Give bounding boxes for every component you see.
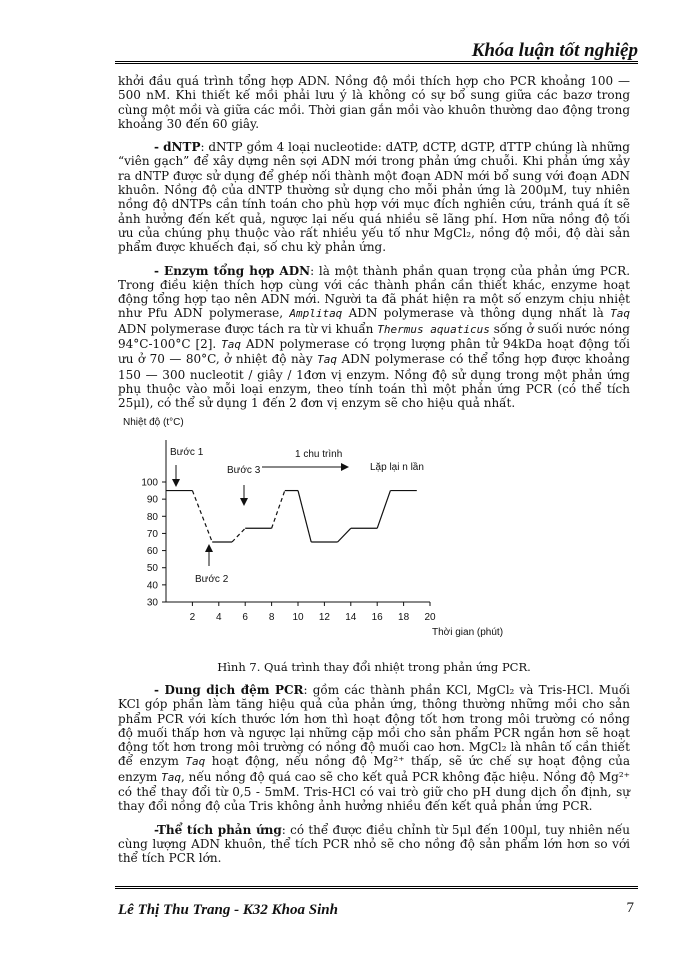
enzym-text-e: ADN polymerase có trọng lượng phân tử 94kDa hoạt động tối ưu ở 70 — 80°C, ở nhiệt độ này	[118, 337, 630, 367]
temperature-segment	[298, 491, 311, 542]
x-tick-label: 2	[189, 612, 196, 623]
amplitaq-term: Amplitaq	[289, 307, 343, 321]
footer-rule	[115, 886, 638, 889]
y-tick-label: 50	[146, 563, 158, 575]
footer-author: Lê Thị Thu Trang - K32 Khoa Sinh	[118, 902, 338, 918]
annotation-step1: Bước 1	[170, 447, 204, 458]
paragraph-volume	[118, 823, 630, 866]
paragraph-mồi: khởi đầu quá trình tổng hợp ADN. Nồng độ mồi thích hợp cho PCR khoảng 100 — 500 nM. Khi thiết kế mồi phải lưu ý là không có sự bổ sung giữa các bazơ trong cùng một mồi và giữa các mồi. Thời gian gắn mồi vào khuôn thường dao động trong khoảng 30 đến 60 giây.	[118, 74, 630, 131]
temperature-segment	[338, 528, 351, 542]
paragraph-dntp	[118, 140, 630, 254]
annotation-step3: Bước 3	[227, 465, 261, 476]
y-axis-label: Nhiệt độ (t°C)	[123, 417, 184, 428]
x-tick-label: 6	[242, 612, 248, 623]
x-tick-label: 8	[268, 612, 275, 623]
y-tick-label: 40	[146, 580, 158, 592]
enzym-text-a: : là một thành phần quan trọng của phản ứng PCR. Trong điều kiện thích hợp cùng với các thành phần cần thiết khác, enzyme hoạt động tổng hợp tạo nên ADN mới. Người ta đã phát hiện ra một số enzym chịu nhiệt như Pfu ADN polymerase,	[118, 263, 631, 321]
temperature-segment	[377, 491, 390, 529]
temperature-segment	[272, 491, 285, 529]
x-ticks	[190, 602, 436, 623]
annotation-cycle: 1 chu trình	[295, 449, 343, 460]
enzym-text-f: ADN polymerase có thể tổng hợp được khoảng 150 — 300 nucleotit / giây / 1đơn vị enzym. Nồng độ sử dụng trong một phản ứng phụ thuộc vào mỗi loại enzym, theo tính toán thì một phản ứng PCR (có thể tích 25μl), có thể sử dụng 1 đến 2 đơn vị enzym sẽ cho hiệu quả nhất.	[118, 352, 630, 411]
y-ticks	[141, 478, 166, 609]
temperature-line	[166, 491, 417, 542]
x-tick-label: 14	[345, 612, 357, 623]
buffer-heading: - Dung dịch đệm PCR	[154, 683, 304, 697]
dntp-text: : dNTP gồm 4 loại nucleotide: dATP, dCTP, dGTP, dTTP chúng là những “viên gạch” để xây dựng nên sợi ADN mới trong phản ứng chuỗi. Khi phản ứng xảy ra dNTP được sử dụng để ghép nối thành một đoạn ADN mới bổ sung với đoạn ADN khuôn. Nồng độ của dNTP thường sử dụng cho mỗi phản ứng là 200μM, tuy nhiên nồng độ dNTPs cần tính toán cho phù hợp với mục đích nghiên cứu, tránh quá ít sẽ ảnh hưởng đến kết quả, ngược lại nếu quá nhiều sẽ lãng phí. Hơn nữa nồng độ tối ưu của chúng phụ thuộc vào rất nhiều yếu tố như MgCl₂, nồng độ mồi, độ dài sản phẩm được khuếch đại, số chu kỳ phản ứng.	[118, 140, 630, 255]
y-tick-label: 100	[141, 477, 158, 489]
annotation-repeat: Lặp lại n lần	[370, 462, 424, 473]
temperature-segment	[232, 528, 245, 542]
volume-text: : có thể được điều chỉnh từ 5μl đến 100μl, tuy nhiên nếu cùng lượng ADN khuôn, thể tích PCR nhỏ sẽ cho nồng độ sản phẩm lớn hơn so với thể tích PCR lớn.	[118, 822, 631, 866]
temperature-segment	[192, 491, 212, 542]
y-tick-label: 30	[146, 597, 158, 609]
x-axis-label: Thời gian (phút)	[432, 627, 504, 638]
buffer-text-b: hoạt động, nếu nồng độ Mg²⁺ thấp, sẽ ức chế sự hoạt động của enzym	[118, 754, 630, 784]
thermus-term: Thermus aquaticus	[377, 322, 490, 336]
x-tick-label: 12	[318, 612, 330, 623]
x-tick-label: 18	[398, 612, 410, 623]
y-tick-label: 80	[146, 511, 158, 523]
enzym-heading: - Enzym tổng hợp ADN	[154, 263, 311, 278]
body-top	[118, 74, 630, 420]
taq-term: Taq	[161, 770, 182, 784]
y-tick-label: 70	[146, 528, 158, 540]
buffer-text-c: , nếu nồng độ quá cao sẽ cho kết quả PCR không đặc hiệu. Nồng độ Mg²⁺ có thể thay đổi từ 0,5 - 5mM. Tris-HCl có vai trò giữ cho pH dung dịch ổn định, sự thay đổi nồng độ của Tris không ảnh hưởng nhiều đến kết quả phản ứng PCR.	[118, 769, 630, 814]
enzym-text-b: ADN polymerase và thông dụng nhất là	[348, 306, 604, 321]
paragraph-enzym	[118, 264, 630, 411]
enzym-text-d: sống ở suối nước nóng 94°C-100°C [2].	[118, 321, 630, 352]
dntp-heading: - dNTP	[154, 140, 201, 155]
figure-caption: Hình 7. Quá trình thay đổi nhiệt trong phản ứng PCR.	[217, 660, 531, 674]
enzym-text-c: ADN polymerase được tách ra từ vi khuẩn	[118, 321, 374, 336]
volume-heading: -Thể tích phản ứng	[154, 822, 282, 837]
x-tick-label: 20	[424, 612, 436, 623]
annotation-step2: Bước 2	[195, 574, 229, 585]
x-tick-label: 4	[216, 612, 222, 623]
x-tick-label: 10	[292, 612, 304, 623]
header-title: Khóa luận tốt nghiệp	[471, 40, 638, 61]
taq-term: Taq	[610, 307, 630, 321]
paragraph-buffer	[118, 683, 630, 814]
y-tick-label: 90	[146, 494, 158, 506]
header-rule	[115, 61, 638, 64]
taq-term: Taq	[185, 755, 206, 769]
x-tick-label: 16	[371, 612, 383, 623]
body-bottom	[118, 683, 630, 875]
y-tick-label: 60	[146, 546, 158, 558]
taq-term: Taq	[317, 353, 337, 367]
page-number: 7	[626, 900, 634, 916]
buffer-text-a: : gồm các thành phần KCl, MgCl₂ và Tris-HCl. Muối KCl góp phần làm tăng hiệu quả của phản ứng, thông thường những mồi cho sản phẩm PCR với kích thước lớn hơn thì hoạt động tốt hơn trong môi trường có nồng độ muối thấp hơn và ngược lại những cặp mồi cho sản phẩm PCR ngắn hơn sẽ hoạt động tốt hơn trong môi trường có nồng độ muối cao hơn. MgCl₂ là nhân tố cần thiết để enzym	[118, 683, 630, 769]
taq-term: Taq	[221, 338, 241, 352]
